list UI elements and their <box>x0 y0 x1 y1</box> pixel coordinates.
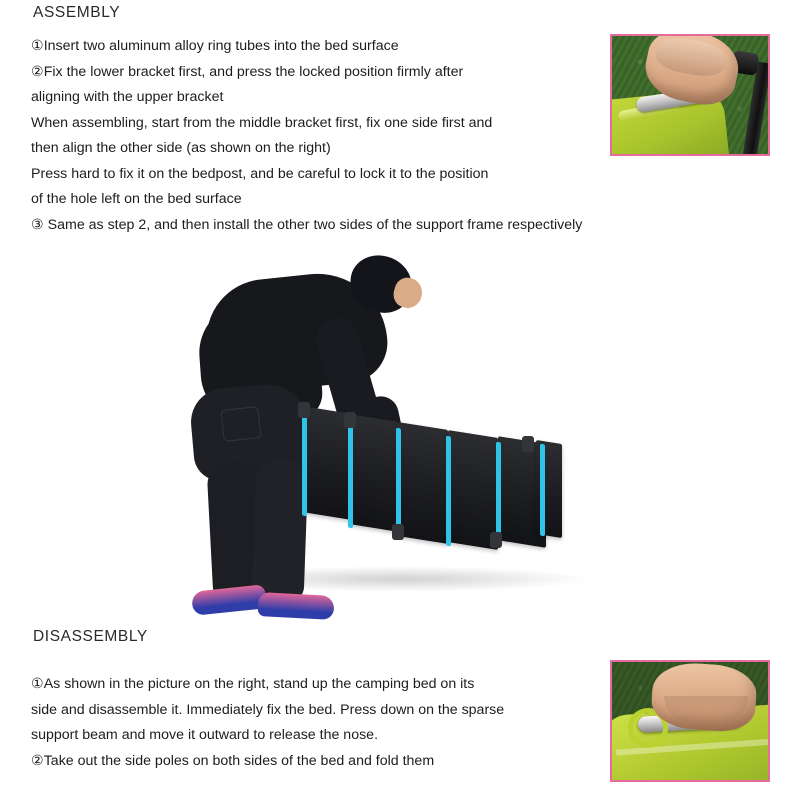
bed-clip <box>522 436 534 452</box>
assembly-line: ②Fix the lower bracket first, and press the locked position firmly after <box>31 63 464 80</box>
bed-panel <box>398 422 448 544</box>
assembly-line: aligning with the upper bracket <box>31 89 224 105</box>
disassembly-text-block <box>31 672 591 774</box>
bed-clip <box>344 412 356 428</box>
left-shoe <box>191 584 267 616</box>
assembly-text-block <box>31 34 651 238</box>
folded-camping-bed <box>300 396 570 576</box>
disassembly-line: ②Take out the side poles on both sides of the bed and fold them <box>31 752 435 769</box>
assembly-line: then align the other side (as shown on the right) <box>31 140 331 156</box>
bed-stripe <box>348 420 353 529</box>
disassembly-heading: DISASSEMBLY <box>33 628 148 645</box>
bed-panel <box>350 414 398 532</box>
bed-stripe <box>496 442 501 545</box>
assembly-heading: ASSEMBLY <box>33 4 121 21</box>
bed-stripe <box>302 412 307 517</box>
disassembly-line: ①As shown in the picture on the right, stand up the camping bed on its <box>31 676 475 692</box>
person-folding-camping-bed-photo <box>0 236 800 626</box>
assembly-line: ③ Same as step 2, and then install the other two sides of the support frame respectively <box>31 216 583 233</box>
bed-stripe <box>540 444 545 537</box>
bed-stripe <box>446 436 451 547</box>
assembly-line: Press hard to fix it on the bedpost, and be careful to lock it to the position <box>31 165 489 182</box>
disassembly-line: side and disassemble it. Immediately fix the bed. Press down on the sparse <box>31 701 505 718</box>
assembly-line: ①Insert two aluminum alloy ring tubes into the bed surface <box>31 38 399 54</box>
assembly-line: of the hole left on the bed surface <box>31 191 242 207</box>
hand-releasing-side-pole-photo <box>610 660 770 782</box>
hand-locking-bracket-photo <box>610 34 770 156</box>
disassembly-line: support beam and move it outward to release the nose. <box>31 727 379 743</box>
bed-clip <box>298 402 310 418</box>
fingers-shading <box>664 696 748 722</box>
trouser-pocket <box>220 406 261 442</box>
bed-clip <box>490 532 502 548</box>
right-shoe <box>257 592 334 620</box>
bed-clip <box>392 524 404 540</box>
assembly-line: When assembling, start from the middle bracket first, fix one side first and <box>31 114 493 131</box>
